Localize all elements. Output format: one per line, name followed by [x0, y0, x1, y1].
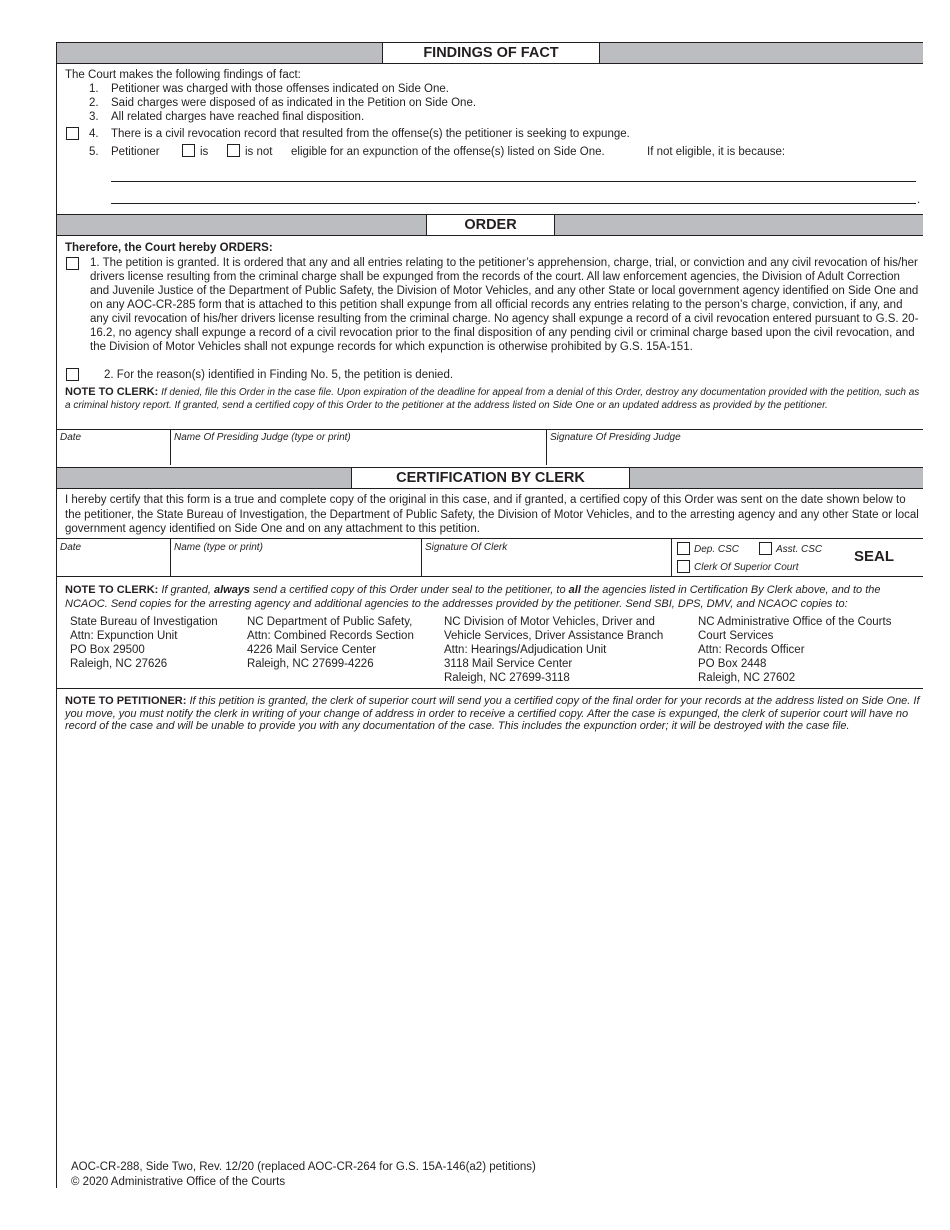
address-line: 3118 Mail Service Center — [444, 658, 573, 670]
asst-csc-label: Asst. CSC — [776, 544, 823, 555]
finding-5-reason-line-2[interactable] — [111, 203, 916, 204]
finding-2-num: 2. — [89, 97, 99, 109]
footer-form-number: AOC-CR-288, Side Two, Rev. 12/20 (replaced AOC-CR-264 for G.S. 15A-146(a2) petitions) — [71, 1161, 536, 1173]
seal-label: SEAL — [854, 548, 895, 565]
order-heading: Therefore, the Court hereby ORDERS: — [65, 242, 273, 254]
clerk-sig-label: Signature Of Clerk — [425, 542, 508, 553]
address-sbi — [70, 615, 218, 671]
cert-title: CERTIFICATION BY CLERK — [351, 467, 630, 489]
clerk-name-label: Name (type or print) — [174, 542, 263, 553]
order-note-text: If denied, file this Order in the case file. Upon expiration of the deadline for appeal from a denial of this Order, destroy any documentation provided with the petition, such as a criminal history report. If granted, send a certified copy of this Order to the petitioner at the address listed on Side One or an updated address as provided by the petitioner. — [65, 387, 920, 411]
dep-csc-label: Dep. CSC — [694, 544, 740, 555]
judge-sig-top-line — [57, 429, 923, 430]
cert-note-always: always — [213, 584, 251, 596]
address-line: Raleigh, NC 27626 — [70, 658, 168, 670]
cert-note-to-clerk — [65, 583, 923, 611]
order-header-bar — [57, 214, 923, 236]
asst-csc-checkbox[interactable] — [759, 542, 772, 555]
cert-note-p3: the agencies listed in Certification By Clerk above, and to the NCAOC. Send copies for the arresting agency and additional agencies to the addresses provided by the petitioner. Send SBI, DPS, DMV, and NCAOC copies to: — [65, 584, 881, 610]
finding-1-text: Petitioner was charged with those offenses indicated on Side One. — [111, 83, 449, 95]
clerk-name-field[interactable] — [171, 553, 420, 575]
address-line: Court Services — [698, 630, 774, 642]
judge-date-field[interactable] — [58, 442, 169, 464]
address-line: Raleigh, NC 27699-3118 — [444, 672, 570, 684]
order-note-label: NOTE TO CLERK: — [65, 386, 159, 398]
finding-5-is-label: is — [200, 146, 209, 158]
address-line: NC Department of Public Safety, — [247, 616, 413, 628]
order-granted-text: 1. The petition is granted. It is ordered that any and all entries relating to the petitioner’s apprehension, charge, trial, or conviction and any civil revocation of his/her drivers license resulting from the criminal charge shall be expunged from the records of the court. All law enforcement agencies, the Division of Adult Correction and Juvenile Justice of the Department of Public Safety, the Division of Motor Vehicles, and any other State or local government agency identified on Side One and on any AOC-CR-285 form that is attached to this petition shall expunge from all official records any entries relating to the person’s charge, conviction, if any, and any civil revocation of his/her drivers license resulting from the criminal charge. No agency shall expunge a record of a civil revocation entered pursuant to G.S. 20-16.2, no agency shall expunge a record of a civil revocation prior to the final disposition of any pending civil or criminal charge based upon the civil revocation, and the Division of Motor Vehicles shall not expunge records for which expunction is otherwise prohibited by G.S. 15A-151. — [90, 257, 919, 353]
dep-csc-checkbox[interactable] — [677, 542, 690, 555]
order-denied-checkbox[interactable] — [66, 368, 79, 381]
cert-note-all: all — [568, 584, 581, 596]
trailing-period: . — [917, 194, 921, 206]
address-line: Raleigh, NC 27602 — [698, 672, 796, 684]
finding-3-text: All related charges have reached final disposition. — [111, 111, 365, 123]
judge-signature-field[interactable] — [547, 442, 922, 464]
address-line: Attn: Records Officer — [698, 644, 805, 656]
finding-5-is-checkbox[interactable] — [182, 144, 195, 157]
address-ncaoc — [698, 615, 891, 685]
finding-5-reason-line-1[interactable] — [111, 181, 916, 182]
clerk-superior-label: Clerk Of Superior Court — [694, 562, 799, 573]
clerk-date-label: Date — [60, 542, 82, 553]
clerk-date-field[interactable] — [58, 553, 169, 575]
clerk-sig-top-line — [57, 538, 923, 539]
address-line: Vehicle Services, Driver Assistance Branch — [444, 630, 664, 642]
finding-5-petitioner: Petitioner — [111, 146, 160, 158]
address-line: State Bureau of Investigation — [70, 616, 218, 628]
findings-header-bar — [57, 42, 923, 64]
finding-4-text: There is a civil revocation record that resulted from the offense(s) the petitioner is seeking to expunge. — [111, 128, 630, 140]
finding-1-num: 1. — [89, 83, 99, 95]
clerk-signature-field[interactable] — [422, 553, 670, 575]
finding-5-if-not: If not eligible, it is because: — [647, 146, 786, 158]
cert-note-label: NOTE TO CLERK: — [65, 584, 159, 596]
address-line: Attn: Hearings/Adjudication Unit — [444, 644, 607, 656]
findings-intro: The Court makes the following findings of fact: — [65, 69, 301, 81]
finding-2-text: Said charges were disposed of as indicated in the Petition on Side One. — [111, 97, 477, 109]
clerk-superior-checkbox[interactable] — [677, 560, 690, 573]
footer-copyright: © 2020 Administrative Office of the Courts — [71, 1176, 286, 1188]
cert-note-p2: send a certified copy of this Order under seal to the petitioner, to — [253, 584, 566, 596]
finding-5-num: 5. — [89, 146, 99, 158]
finding-4-num: 4. — [89, 128, 99, 140]
address-line: 4226 Mail Service Center — [247, 644, 377, 656]
finding-5-text: eligible for an expunction of the offense(s) listed on Side One. — [291, 146, 605, 158]
addresses-bottom-line — [57, 688, 923, 689]
finding-5-is-not-checkbox[interactable] — [227, 144, 240, 157]
address-line: NC Division of Motor Vehicles, Driver and — [444, 616, 655, 628]
judge-sig-label: Signature Of Presiding Judge — [550, 432, 681, 443]
address-line: Raleigh, NC 27699-4226 — [247, 658, 374, 670]
finding-4-checkbox[interactable] — [66, 127, 79, 140]
cert-note-p1: If granted, — [161, 584, 211, 596]
finding-3-num: 3. — [89, 111, 99, 123]
cert-header-bar — [57, 467, 923, 489]
order-note-to-clerk — [65, 386, 921, 412]
address-line: NC Administrative Office of the Courts — [698, 616, 892, 628]
judge-name-label: Name Of Presiding Judge (type or print) — [174, 432, 351, 443]
address-line: Attn: Expunction Unit — [70, 630, 178, 642]
clerk-sig-divider-3 — [671, 538, 672, 576]
note-to-petitioner — [65, 695, 923, 733]
petitioner-note-text: If this petition is granted, the clerk of superior court will send you a certified copy of the final order for your records at the address listed on Side One. If you move, you must notify the clerk in writing of your change of address in order to receive a certified copy. After the case is expunged, the clerk of superior court will have no record of the case and will be unable to provide you with any documentation of the case. This includes the expunction order; it will be destroyed with the case file. — [65, 695, 920, 732]
clerk-sig-bottom-line — [57, 576, 923, 577]
order-denied-text: 2. For the reason(s) identified in Finding No. 5, the petition is denied. — [104, 369, 454, 381]
judge-date-label: Date — [60, 432, 82, 443]
petitioner-note-label: NOTE TO PETITIONER: — [65, 695, 187, 707]
findings-title: FINDINGS OF FACT — [382, 42, 600, 64]
judge-name-field[interactable] — [171, 442, 545, 464]
finding-5-is-not-label: is not — [245, 146, 273, 158]
order-granted-checkbox[interactable] — [66, 257, 79, 270]
form-page — [56, 42, 922, 1188]
address-line: PO Box 29500 — [70, 644, 145, 656]
address-dps — [247, 615, 414, 671]
address-dmv — [444, 615, 663, 685]
address-line: PO Box 2448 — [698, 658, 767, 670]
cert-text: I hereby certify that this form is a true and complete copy of the original in this case, and if granted, a certified copy of this Order was sent on the date shown below to the petitioner, the State Bureau of Investigation, the Department of Public Safety, the Division of Motor Vehicles, and to the arresting agency and any other State or local government agency identified on Side One and on any attachment to this petition. — [65, 494, 919, 535]
order-title: ORDER — [426, 214, 555, 236]
address-line: Attn: Combined Records Section — [247, 630, 414, 642]
